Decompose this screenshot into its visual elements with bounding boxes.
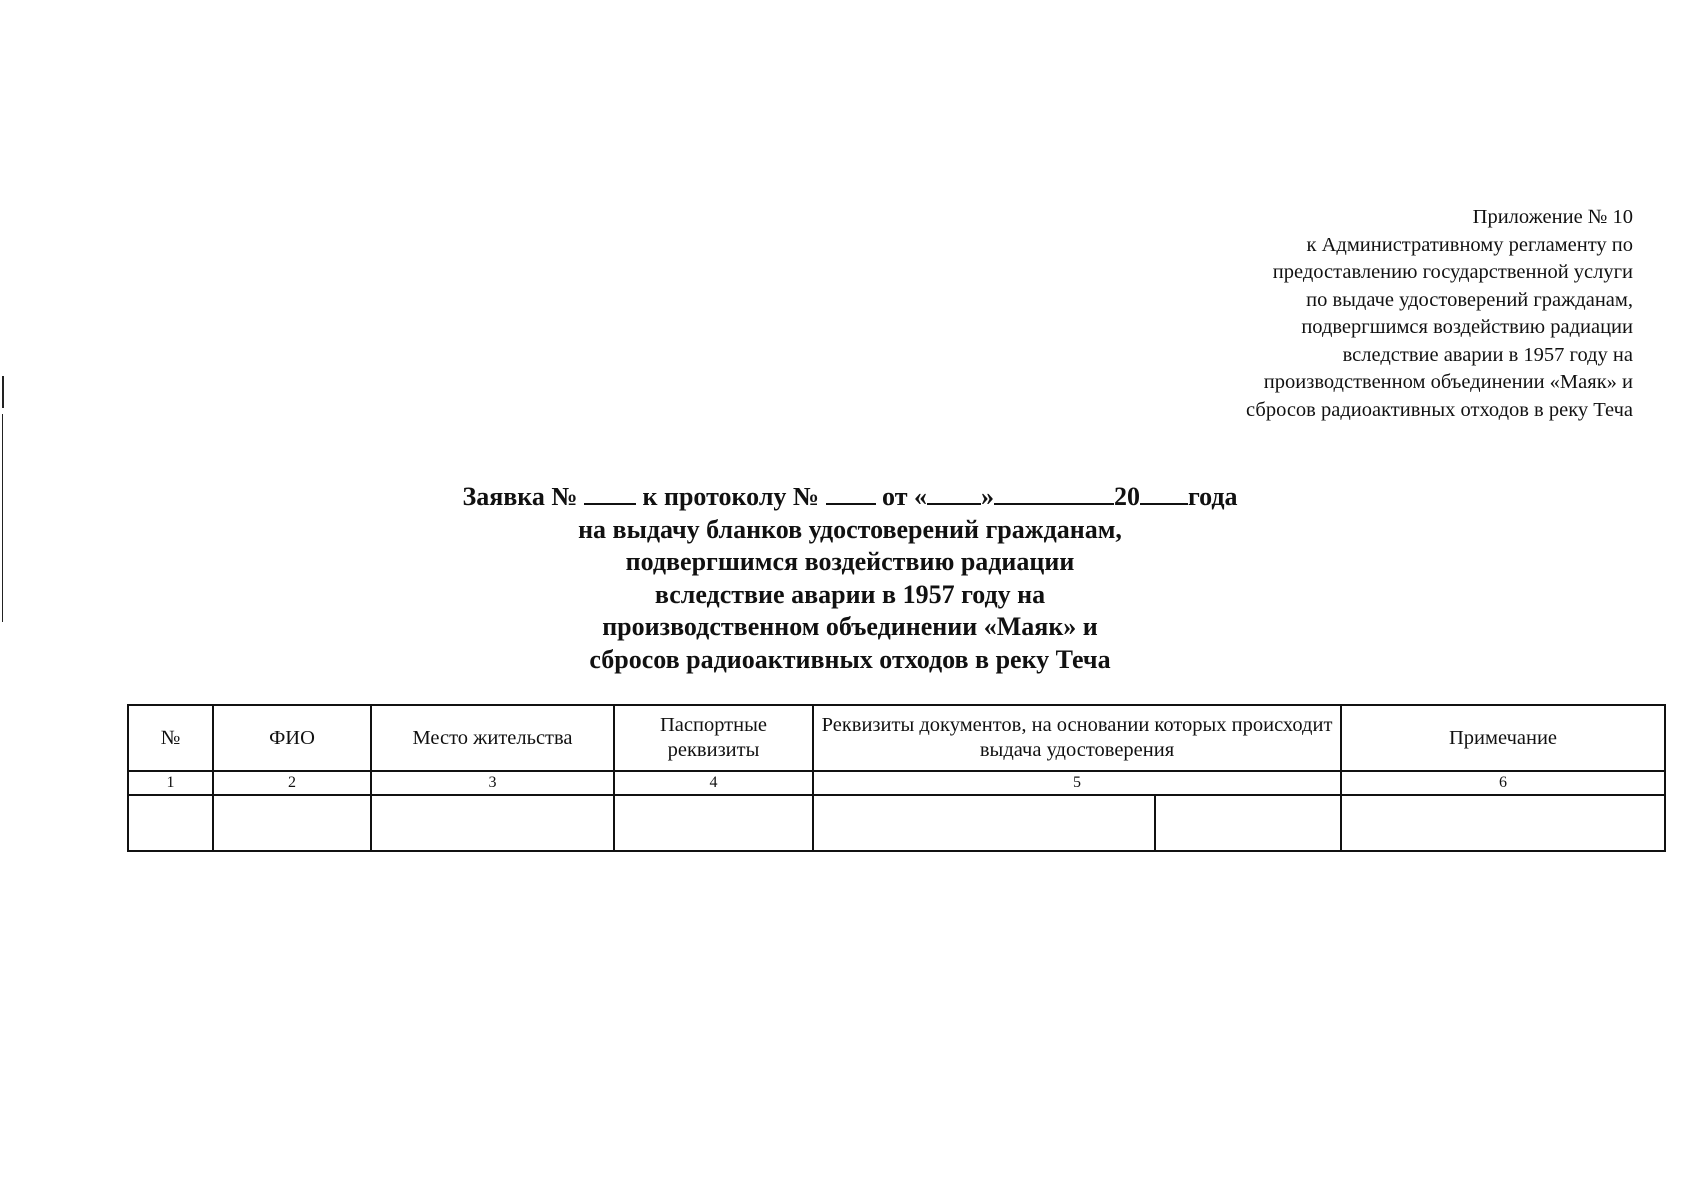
- protocol-number-blank: [826, 481, 876, 505]
- annex-header: [1073, 204, 1633, 424]
- year-blank: [1140, 481, 1188, 505]
- title-line: подвергшимся воздействию радиации: [625, 547, 1075, 576]
- year-century: 20: [1113, 482, 1140, 511]
- annex-line: к Административному регламенту по: [1306, 233, 1633, 256]
- header-number: №: [128, 705, 213, 771]
- annex-line: вследствие аварии в 1957 году на: [1342, 343, 1633, 366]
- column-number-1: 1: [128, 771, 213, 795]
- title-line: вследствие аварии в 1957 году на: [654, 579, 1046, 609]
- date-from-label: от «: [882, 482, 927, 511]
- title-line: на выдачу бланков удостоверений гражданам,: [578, 514, 1122, 544]
- annex-line: по выдаче удостоверений гражданам,: [1306, 288, 1633, 311]
- column-number-6: 6: [1341, 771, 1665, 795]
- column-number-4: 4: [614, 771, 813, 795]
- table-cell: [1155, 795, 1341, 851]
- column-number-2: 2: [213, 771, 371, 795]
- annex-line: производственном объединении «Маяк» и: [1263, 371, 1633, 393]
- table-cell: [614, 795, 813, 851]
- day-blank: [927, 481, 981, 505]
- header-note: Примечание: [1341, 705, 1665, 771]
- table-cell: [213, 795, 371, 851]
- table-cell: [371, 795, 614, 851]
- table-cell: [1341, 795, 1665, 851]
- title-line: сбросов радиоактивных отходов в реку Теча: [589, 644, 1111, 674]
- annex-line: подвергшимся воздействию радиации: [1301, 316, 1633, 338]
- column-number-3: 3: [371, 771, 614, 795]
- table-cell: [128, 795, 213, 851]
- request-table: [127, 704, 1666, 852]
- header-full-name: ФИО: [213, 705, 371, 771]
- annex-line: предоставлению государственной услуги: [1272, 261, 1633, 283]
- header-documents: Реквизиты документов, на основании которых происходит выдача удостоверения: [813, 705, 1341, 771]
- year-word: года: [1187, 482, 1238, 511]
- header-passport: Паспортные реквизиты: [614, 705, 813, 771]
- table-row: [128, 795, 1665, 851]
- margin-mark-top: [2, 376, 4, 408]
- annex-line: Приложение № 10: [1472, 206, 1633, 228]
- request-number-label: Заявка №: [462, 482, 578, 511]
- table-header-row: [128, 705, 1665, 771]
- title-line: производственном объединении «Маяк» и: [602, 612, 1098, 641]
- month-blank: [994, 481, 1114, 505]
- annex-line: сбросов радиоактивных отходов в реку Теча: [1246, 398, 1633, 421]
- document-title: [300, 481, 1400, 676]
- margin-mark-bottom: [2, 414, 3, 622]
- header-residence: Место жительства: [371, 705, 614, 771]
- table-column-numbers-row: [128, 771, 1665, 795]
- protocol-number-label: к протоколу №: [642, 482, 820, 511]
- column-number-5: 5: [813, 771, 1341, 795]
- title-request-line: [300, 481, 1400, 514]
- request-number-blank: [584, 481, 636, 505]
- table-cell: [813, 795, 1155, 851]
- date-quote-close: »: [980, 482, 994, 511]
